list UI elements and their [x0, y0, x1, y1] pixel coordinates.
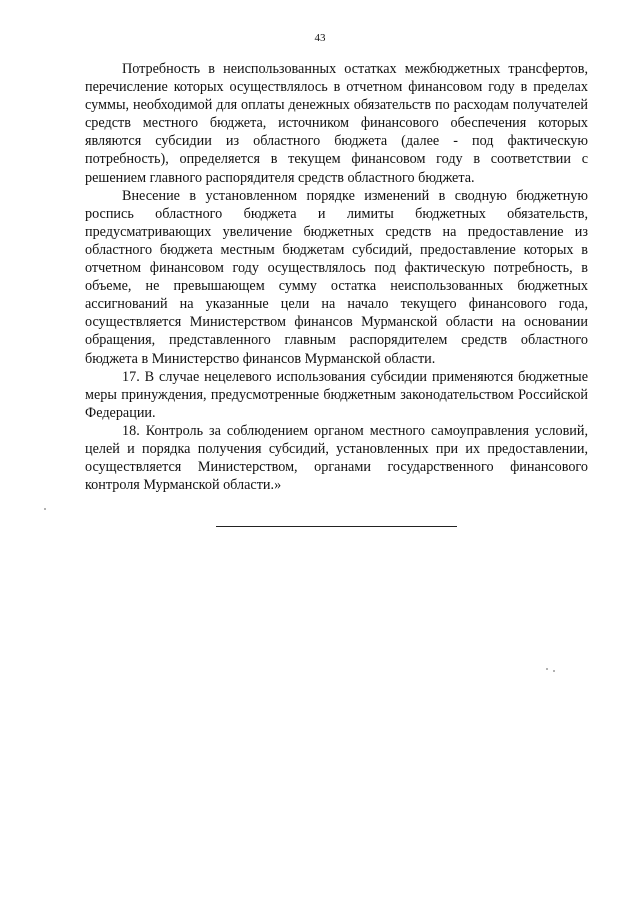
- document-body: [85, 60, 588, 494]
- paragraph-unused-transfers: Потребность в неиспользованных остатках межбюджетных трансфертов, перечисление которых осуществлялось в отчетном финансовом году в пределах суммы, необходимой для оплаты денежных обязательств по расходам получателей средств местного бюджета, источником финансового обеспечения которых являются субсидии из областного бюджета (далее - под фактическую потребность), определяется в текущем финансовом году в соответствии с решением главного распорядителя средств областного бюджета.: [85, 61, 588, 186]
- scan-artifact: [553, 670, 555, 672]
- paragraph-budget-changes: Внесение в установленном порядке изменений в сводную бюджетную роспись областного бюджета и лимиты бюджетных обязательств, предусматривающих увеличение бюджетных средств на предоставление из областного бюджета местным бюджетам субсидий, предоставление которых в отчетном финансовом году осуществлялось под фактическую потребность, в объеме, не превышающем сумму остатка неиспользованных бюджетных ассигнований на указанные цели на начало текущего финансового года, осуществляется Министерством финансов Мурманской области на основании обращения, представленного главным распорядителем средств областного бюджета в Министерство финансов Мурманской области.: [85, 187, 588, 367]
- scan-artifact: [44, 508, 46, 510]
- scan-artifact: [546, 668, 548, 670]
- paragraph-item-18: 18. Контроль за соблюдением органом местного самоуправления условий, целей и порядка получения субсидий, установленных при их предоставлении, осуществляется Министерством, органами государственного финансового контроля Мурманской области.»: [85, 422, 588, 494]
- paragraph-item-17: 17. В случае нецелевого использования субсидии применяются бюджетные меры принуждения, предусмотренные бюджетным законодательством Российской Федерации.: [85, 368, 588, 421]
- page-number: 43: [314, 32, 326, 44]
- end-separator-line: [216, 526, 457, 527]
